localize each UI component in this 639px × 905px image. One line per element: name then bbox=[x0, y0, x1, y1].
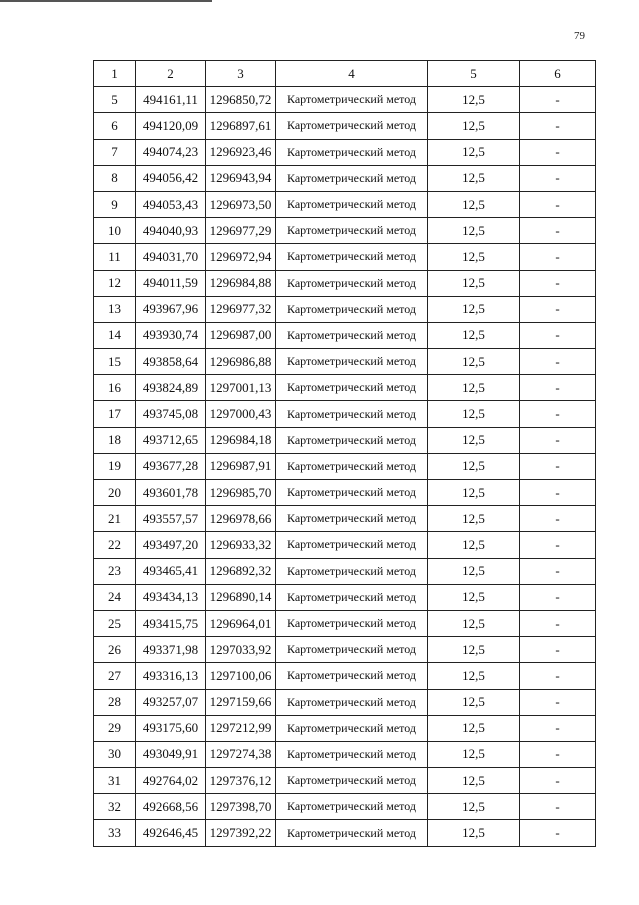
cell-method: Картометрический метод bbox=[276, 794, 428, 820]
cell-y: 1296987,00 bbox=[206, 322, 276, 348]
cell-y: 1296972,94 bbox=[206, 244, 276, 270]
table-row bbox=[94, 689, 596, 715]
cell-x: 493049,91 bbox=[136, 741, 206, 767]
cell-accuracy: 12,5 bbox=[428, 87, 520, 113]
cell-point-number: 5 bbox=[94, 87, 136, 113]
table-row bbox=[94, 715, 596, 741]
cell-y: 1296964,01 bbox=[206, 610, 276, 636]
cell-point-number: 26 bbox=[94, 637, 136, 663]
table-row bbox=[94, 506, 596, 532]
cell-method: Картометрический метод bbox=[276, 349, 428, 375]
cell-x: 494053,43 bbox=[136, 191, 206, 217]
cell-point-number: 24 bbox=[94, 584, 136, 610]
cell-description: - bbox=[520, 768, 596, 794]
table-row bbox=[94, 244, 596, 270]
header-cell-x: 2 bbox=[136, 61, 206, 87]
cell-accuracy: 12,5 bbox=[428, 820, 520, 846]
cell-x: 494120,09 bbox=[136, 113, 206, 139]
cell-accuracy: 12,5 bbox=[428, 610, 520, 636]
table-row bbox=[94, 637, 596, 663]
cell-x: 493434,13 bbox=[136, 584, 206, 610]
table-row bbox=[94, 218, 596, 244]
cell-description: - bbox=[520, 558, 596, 584]
table-row bbox=[94, 427, 596, 453]
cell-description: - bbox=[520, 794, 596, 820]
cell-x: 493316,13 bbox=[136, 663, 206, 689]
table-row bbox=[94, 165, 596, 191]
table-row bbox=[94, 113, 596, 139]
cell-description: - bbox=[520, 741, 596, 767]
cell-y: 1297392,22 bbox=[206, 820, 276, 846]
cell-point-number: 15 bbox=[94, 349, 136, 375]
cell-accuracy: 12,5 bbox=[428, 532, 520, 558]
cell-point-number: 32 bbox=[94, 794, 136, 820]
cell-point-number: 16 bbox=[94, 375, 136, 401]
cell-x: 494040,93 bbox=[136, 218, 206, 244]
cell-method: Картометрический метод bbox=[276, 584, 428, 610]
cell-y: 1296987,91 bbox=[206, 453, 276, 479]
table-row bbox=[94, 610, 596, 636]
cell-description: - bbox=[520, 820, 596, 846]
cell-description: - bbox=[520, 715, 596, 741]
cell-accuracy: 12,5 bbox=[428, 453, 520, 479]
cell-y: 1297001,13 bbox=[206, 375, 276, 401]
cell-point-number: 8 bbox=[94, 165, 136, 191]
cell-x: 493175,60 bbox=[136, 715, 206, 741]
cell-accuracy: 12,5 bbox=[428, 584, 520, 610]
header-cell-description: 6 bbox=[520, 61, 596, 87]
cell-point-number: 11 bbox=[94, 244, 136, 270]
cell-description: - bbox=[520, 218, 596, 244]
cell-x: 494031,70 bbox=[136, 244, 206, 270]
cell-point-number: 6 bbox=[94, 113, 136, 139]
cell-y: 1296897,61 bbox=[206, 113, 276, 139]
table-row bbox=[94, 87, 596, 113]
cell-method: Картометрический метод bbox=[276, 113, 428, 139]
table-row bbox=[94, 322, 596, 348]
cell-accuracy: 12,5 bbox=[428, 244, 520, 270]
cell-method: Картометрический метод bbox=[276, 715, 428, 741]
cell-method: Картометрический метод bbox=[276, 244, 428, 270]
cell-y: 1297100,06 bbox=[206, 663, 276, 689]
cell-x: 492668,56 bbox=[136, 794, 206, 820]
cell-y: 1297000,43 bbox=[206, 401, 276, 427]
cell-description: - bbox=[520, 401, 596, 427]
cell-y: 1296923,46 bbox=[206, 139, 276, 165]
table-row bbox=[94, 584, 596, 610]
cell-y: 1297212,99 bbox=[206, 715, 276, 741]
cell-description: - bbox=[520, 689, 596, 715]
cell-accuracy: 12,5 bbox=[428, 375, 520, 401]
cell-point-number: 17 bbox=[94, 401, 136, 427]
cell-accuracy: 12,5 bbox=[428, 558, 520, 584]
cell-accuracy: 12,5 bbox=[428, 480, 520, 506]
cell-x: 493712,65 bbox=[136, 427, 206, 453]
cell-y: 1296943,94 bbox=[206, 165, 276, 191]
cell-y: 1297033,92 bbox=[206, 637, 276, 663]
header-cell-accuracy: 5 bbox=[428, 61, 520, 87]
cell-y: 1296986,88 bbox=[206, 349, 276, 375]
cell-x: 492764,02 bbox=[136, 768, 206, 794]
cell-description: - bbox=[520, 480, 596, 506]
cell-description: - bbox=[520, 113, 596, 139]
cell-x: 493824,89 bbox=[136, 375, 206, 401]
cell-description: - bbox=[520, 270, 596, 296]
cell-point-number: 33 bbox=[94, 820, 136, 846]
cell-x: 493557,57 bbox=[136, 506, 206, 532]
cell-method: Картометрический метод bbox=[276, 610, 428, 636]
cell-accuracy: 12,5 bbox=[428, 637, 520, 663]
table-row bbox=[94, 270, 596, 296]
cell-point-number: 28 bbox=[94, 689, 136, 715]
cell-x: 493745,08 bbox=[136, 401, 206, 427]
cell-y: 1296977,29 bbox=[206, 218, 276, 244]
coordinates-table bbox=[93, 60, 596, 847]
cell-x: 492646,45 bbox=[136, 820, 206, 846]
top-rule bbox=[0, 0, 212, 2]
cell-x: 494161,11 bbox=[136, 87, 206, 113]
cell-y: 1297274,38 bbox=[206, 741, 276, 767]
table-body bbox=[94, 87, 596, 846]
cell-accuracy: 12,5 bbox=[428, 349, 520, 375]
cell-y: 1296892,32 bbox=[206, 558, 276, 584]
cell-accuracy: 12,5 bbox=[428, 427, 520, 453]
cell-method: Картометрический метод bbox=[276, 375, 428, 401]
cell-accuracy: 12,5 bbox=[428, 506, 520, 532]
cell-description: - bbox=[520, 349, 596, 375]
cell-description: - bbox=[520, 87, 596, 113]
cell-method: Картометрический метод bbox=[276, 506, 428, 532]
cell-description: - bbox=[520, 191, 596, 217]
cell-method: Картометрический метод bbox=[276, 532, 428, 558]
cell-x: 493371,98 bbox=[136, 637, 206, 663]
table-row bbox=[94, 532, 596, 558]
cell-method: Картометрический метод bbox=[276, 401, 428, 427]
table-row bbox=[94, 794, 596, 820]
cell-accuracy: 12,5 bbox=[428, 322, 520, 348]
cell-description: - bbox=[520, 165, 596, 191]
cell-description: - bbox=[520, 506, 596, 532]
table-row bbox=[94, 139, 596, 165]
cell-accuracy: 12,5 bbox=[428, 113, 520, 139]
cell-description: - bbox=[520, 584, 596, 610]
cell-y: 1296985,70 bbox=[206, 480, 276, 506]
cell-accuracy: 12,5 bbox=[428, 768, 520, 794]
cell-method: Картометрический метод bbox=[276, 296, 428, 322]
cell-y: 1297398,70 bbox=[206, 794, 276, 820]
table-row bbox=[94, 296, 596, 322]
cell-point-number: 13 bbox=[94, 296, 136, 322]
cell-accuracy: 12,5 bbox=[428, 296, 520, 322]
cell-method: Картометрический метод bbox=[276, 741, 428, 767]
cell-x: 493601,78 bbox=[136, 480, 206, 506]
cell-description: - bbox=[520, 663, 596, 689]
cell-point-number: 7 bbox=[94, 139, 136, 165]
cell-method: Картометрический метод bbox=[276, 689, 428, 715]
cell-x: 493497,20 bbox=[136, 532, 206, 558]
cell-point-number: 10 bbox=[94, 218, 136, 244]
cell-method: Картометрический метод bbox=[276, 453, 428, 479]
table-row bbox=[94, 191, 596, 217]
cell-y: 1296984,18 bbox=[206, 427, 276, 453]
cell-point-number: 29 bbox=[94, 715, 136, 741]
cell-description: - bbox=[520, 139, 596, 165]
cell-x: 493967,96 bbox=[136, 296, 206, 322]
cell-accuracy: 12,5 bbox=[428, 794, 520, 820]
cell-accuracy: 12,5 bbox=[428, 270, 520, 296]
cell-y: 1297159,66 bbox=[206, 689, 276, 715]
cell-y: 1296977,32 bbox=[206, 296, 276, 322]
cell-point-number: 18 bbox=[94, 427, 136, 453]
cell-method: Картометрический метод bbox=[276, 427, 428, 453]
cell-y: 1296973,50 bbox=[206, 191, 276, 217]
cell-method: Картометрический метод bbox=[276, 637, 428, 663]
header-cell-method: 4 bbox=[276, 61, 428, 87]
cell-point-number: 21 bbox=[94, 506, 136, 532]
cell-description: - bbox=[520, 375, 596, 401]
cell-x: 493465,41 bbox=[136, 558, 206, 584]
cell-y: 1296850,72 bbox=[206, 87, 276, 113]
header-cell-y: 3 bbox=[206, 61, 276, 87]
cell-point-number: 30 bbox=[94, 741, 136, 767]
cell-description: - bbox=[520, 532, 596, 558]
cell-description: - bbox=[520, 637, 596, 663]
cell-y: 1296978,66 bbox=[206, 506, 276, 532]
cell-method: Картометрический метод bbox=[276, 165, 428, 191]
table-row bbox=[94, 401, 596, 427]
cell-method: Картометрический метод bbox=[276, 191, 428, 217]
cell-method: Картометрический метод bbox=[276, 322, 428, 348]
cell-method: Картометрический метод bbox=[276, 480, 428, 506]
cell-point-number: 19 bbox=[94, 453, 136, 479]
table-row bbox=[94, 768, 596, 794]
cell-accuracy: 12,5 bbox=[428, 663, 520, 689]
table-row bbox=[94, 453, 596, 479]
cell-x: 493257,07 bbox=[136, 689, 206, 715]
cell-y: 1296984,88 bbox=[206, 270, 276, 296]
cell-point-number: 14 bbox=[94, 322, 136, 348]
page-number: 79 bbox=[574, 30, 585, 42]
cell-point-number: 23 bbox=[94, 558, 136, 584]
table-row bbox=[94, 663, 596, 689]
cell-description: - bbox=[520, 453, 596, 479]
cell-point-number: 9 bbox=[94, 191, 136, 217]
cell-description: - bbox=[520, 322, 596, 348]
cell-accuracy: 12,5 bbox=[428, 689, 520, 715]
cell-method: Картометрический метод bbox=[276, 218, 428, 244]
cell-point-number: 22 bbox=[94, 532, 136, 558]
cell-description: - bbox=[520, 610, 596, 636]
table-header-row bbox=[94, 61, 596, 87]
table-row bbox=[94, 820, 596, 846]
cell-point-number: 12 bbox=[94, 270, 136, 296]
cell-x: 493858,64 bbox=[136, 349, 206, 375]
cell-accuracy: 12,5 bbox=[428, 191, 520, 217]
table-row bbox=[94, 349, 596, 375]
cell-accuracy: 12,5 bbox=[428, 741, 520, 767]
cell-description: - bbox=[520, 296, 596, 322]
table-row bbox=[94, 741, 596, 767]
cell-point-number: 31 bbox=[94, 768, 136, 794]
cell-y: 1296890,14 bbox=[206, 584, 276, 610]
cell-accuracy: 12,5 bbox=[428, 715, 520, 741]
cell-method: Картометрический метод bbox=[276, 768, 428, 794]
cell-method: Картометрический метод bbox=[276, 87, 428, 113]
cell-method: Картометрический метод bbox=[276, 820, 428, 846]
cell-accuracy: 12,5 bbox=[428, 165, 520, 191]
cell-point-number: 20 bbox=[94, 480, 136, 506]
cell-description: - bbox=[520, 427, 596, 453]
header-cell-point-number: 1 bbox=[94, 61, 136, 87]
cell-y: 1297376,12 bbox=[206, 768, 276, 794]
cell-accuracy: 12,5 bbox=[428, 401, 520, 427]
cell-method: Картометрический метод bbox=[276, 663, 428, 689]
table-row bbox=[94, 375, 596, 401]
cell-x: 494074,23 bbox=[136, 139, 206, 165]
cell-x: 494056,42 bbox=[136, 165, 206, 191]
cell-description: - bbox=[520, 244, 596, 270]
cell-accuracy: 12,5 bbox=[428, 139, 520, 165]
cell-x: 493930,74 bbox=[136, 322, 206, 348]
cell-y: 1296933,32 bbox=[206, 532, 276, 558]
cell-method: Картометрический метод bbox=[276, 270, 428, 296]
cell-x: 493677,28 bbox=[136, 453, 206, 479]
cell-x: 494011,59 bbox=[136, 270, 206, 296]
cell-method: Картометрический метод bbox=[276, 558, 428, 584]
table-row bbox=[94, 558, 596, 584]
cell-point-number: 25 bbox=[94, 610, 136, 636]
cell-point-number: 27 bbox=[94, 663, 136, 689]
cell-method: Картометрический метод bbox=[276, 139, 428, 165]
table-row bbox=[94, 480, 596, 506]
cell-accuracy: 12,5 bbox=[428, 218, 520, 244]
cell-x: 493415,75 bbox=[136, 610, 206, 636]
